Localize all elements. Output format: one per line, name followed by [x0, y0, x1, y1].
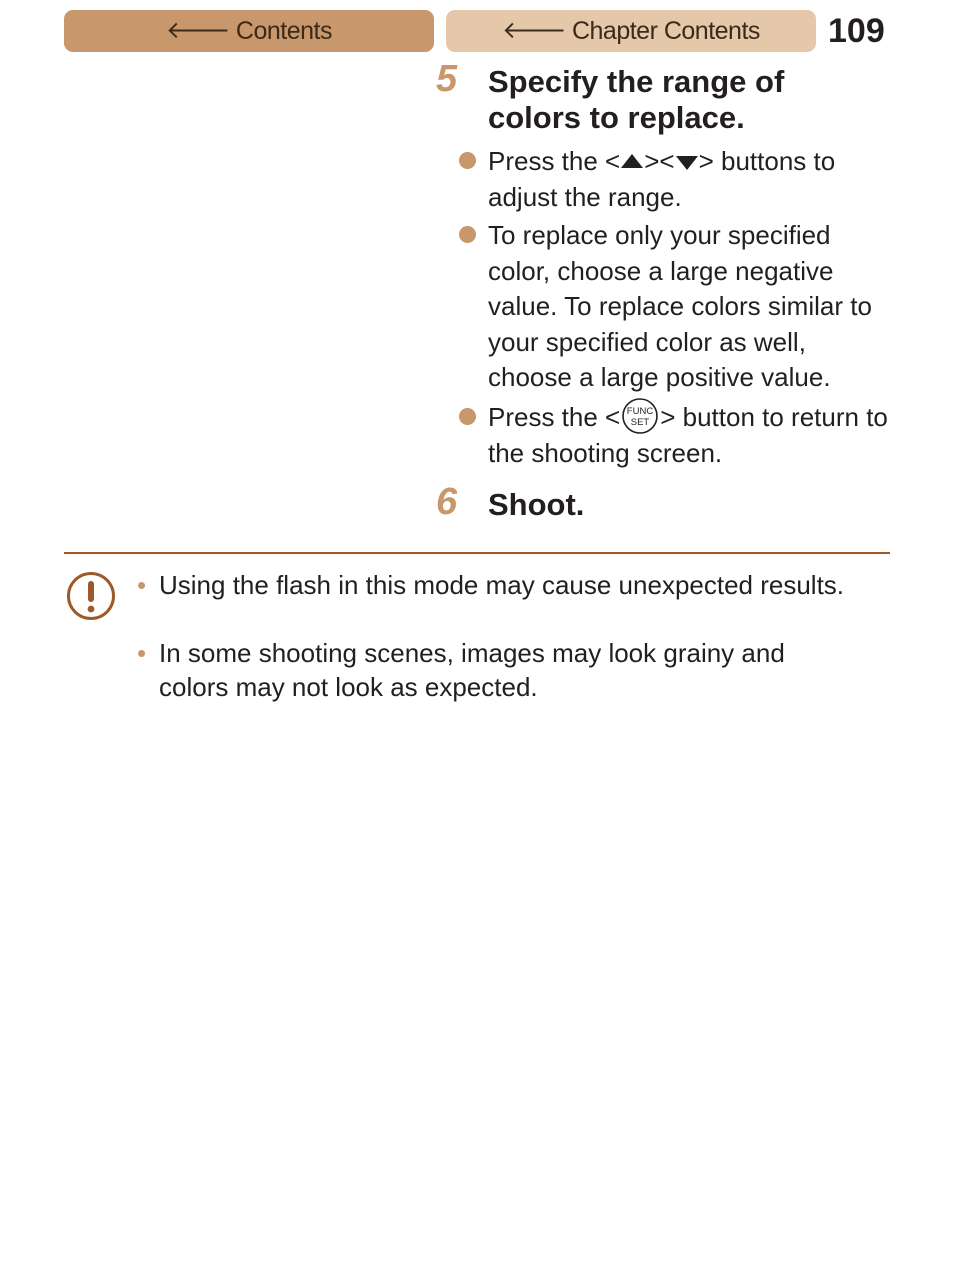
step-number: 5 [436, 58, 458, 100]
step-bullet-text [488, 400, 888, 471]
set-label: SET [630, 417, 650, 429]
step-bullet-text: To replace only your specified color, choose a large negative value. To replace colors similar to your specified color as well, choose a large positive value. [488, 220, 872, 392]
step-number: 6 [436, 481, 458, 523]
left-arrow-icon: 🡐 [502, 17, 566, 44]
bullet-dot [459, 408, 476, 425]
step-title [488, 64, 888, 136]
down-arrow-icon [676, 156, 698, 170]
contents-button[interactable] [64, 10, 434, 52]
func-label: FUNC [627, 406, 654, 418]
contents-label: Contents [235, 16, 332, 45]
bullet-text-part: Press the < [488, 402, 621, 432]
caution-note: In some shooting scenes, images may look grainy and colors may not look as expected. [159, 638, 785, 702]
step-title: Shoot. [488, 487, 585, 522]
section-divider [64, 552, 890, 554]
note-bullet: • [137, 638, 147, 668]
page-number: 109 [828, 12, 885, 50]
func-set-button-icon [621, 397, 659, 435]
left-arrow-icon: 🡐 [166, 17, 230, 44]
step-title-line: colors to replace. [488, 100, 745, 135]
chapter-contents-button[interactable] [446, 10, 816, 52]
bullet-text-part: Press the < [488, 146, 621, 176]
bullet-dot [459, 152, 476, 169]
caution-note: Using the flash in this mode may cause unexpected results. [159, 570, 845, 600]
step-title-line: Specify the range of [488, 64, 785, 99]
step-bullet-text [488, 144, 888, 215]
up-arrow-icon [621, 154, 643, 168]
caution-icon [66, 571, 116, 621]
bullet-text-part: >< [644, 146, 675, 176]
bullet-text-part: > buttons to adjust the range. [488, 146, 836, 212]
bullet-text-part: > button to return to the shooting screen. [488, 402, 888, 468]
chapter-contents-label: Chapter Contents [571, 16, 760, 45]
bullet-dot [459, 226, 476, 243]
note-bullet: • [137, 570, 147, 600]
